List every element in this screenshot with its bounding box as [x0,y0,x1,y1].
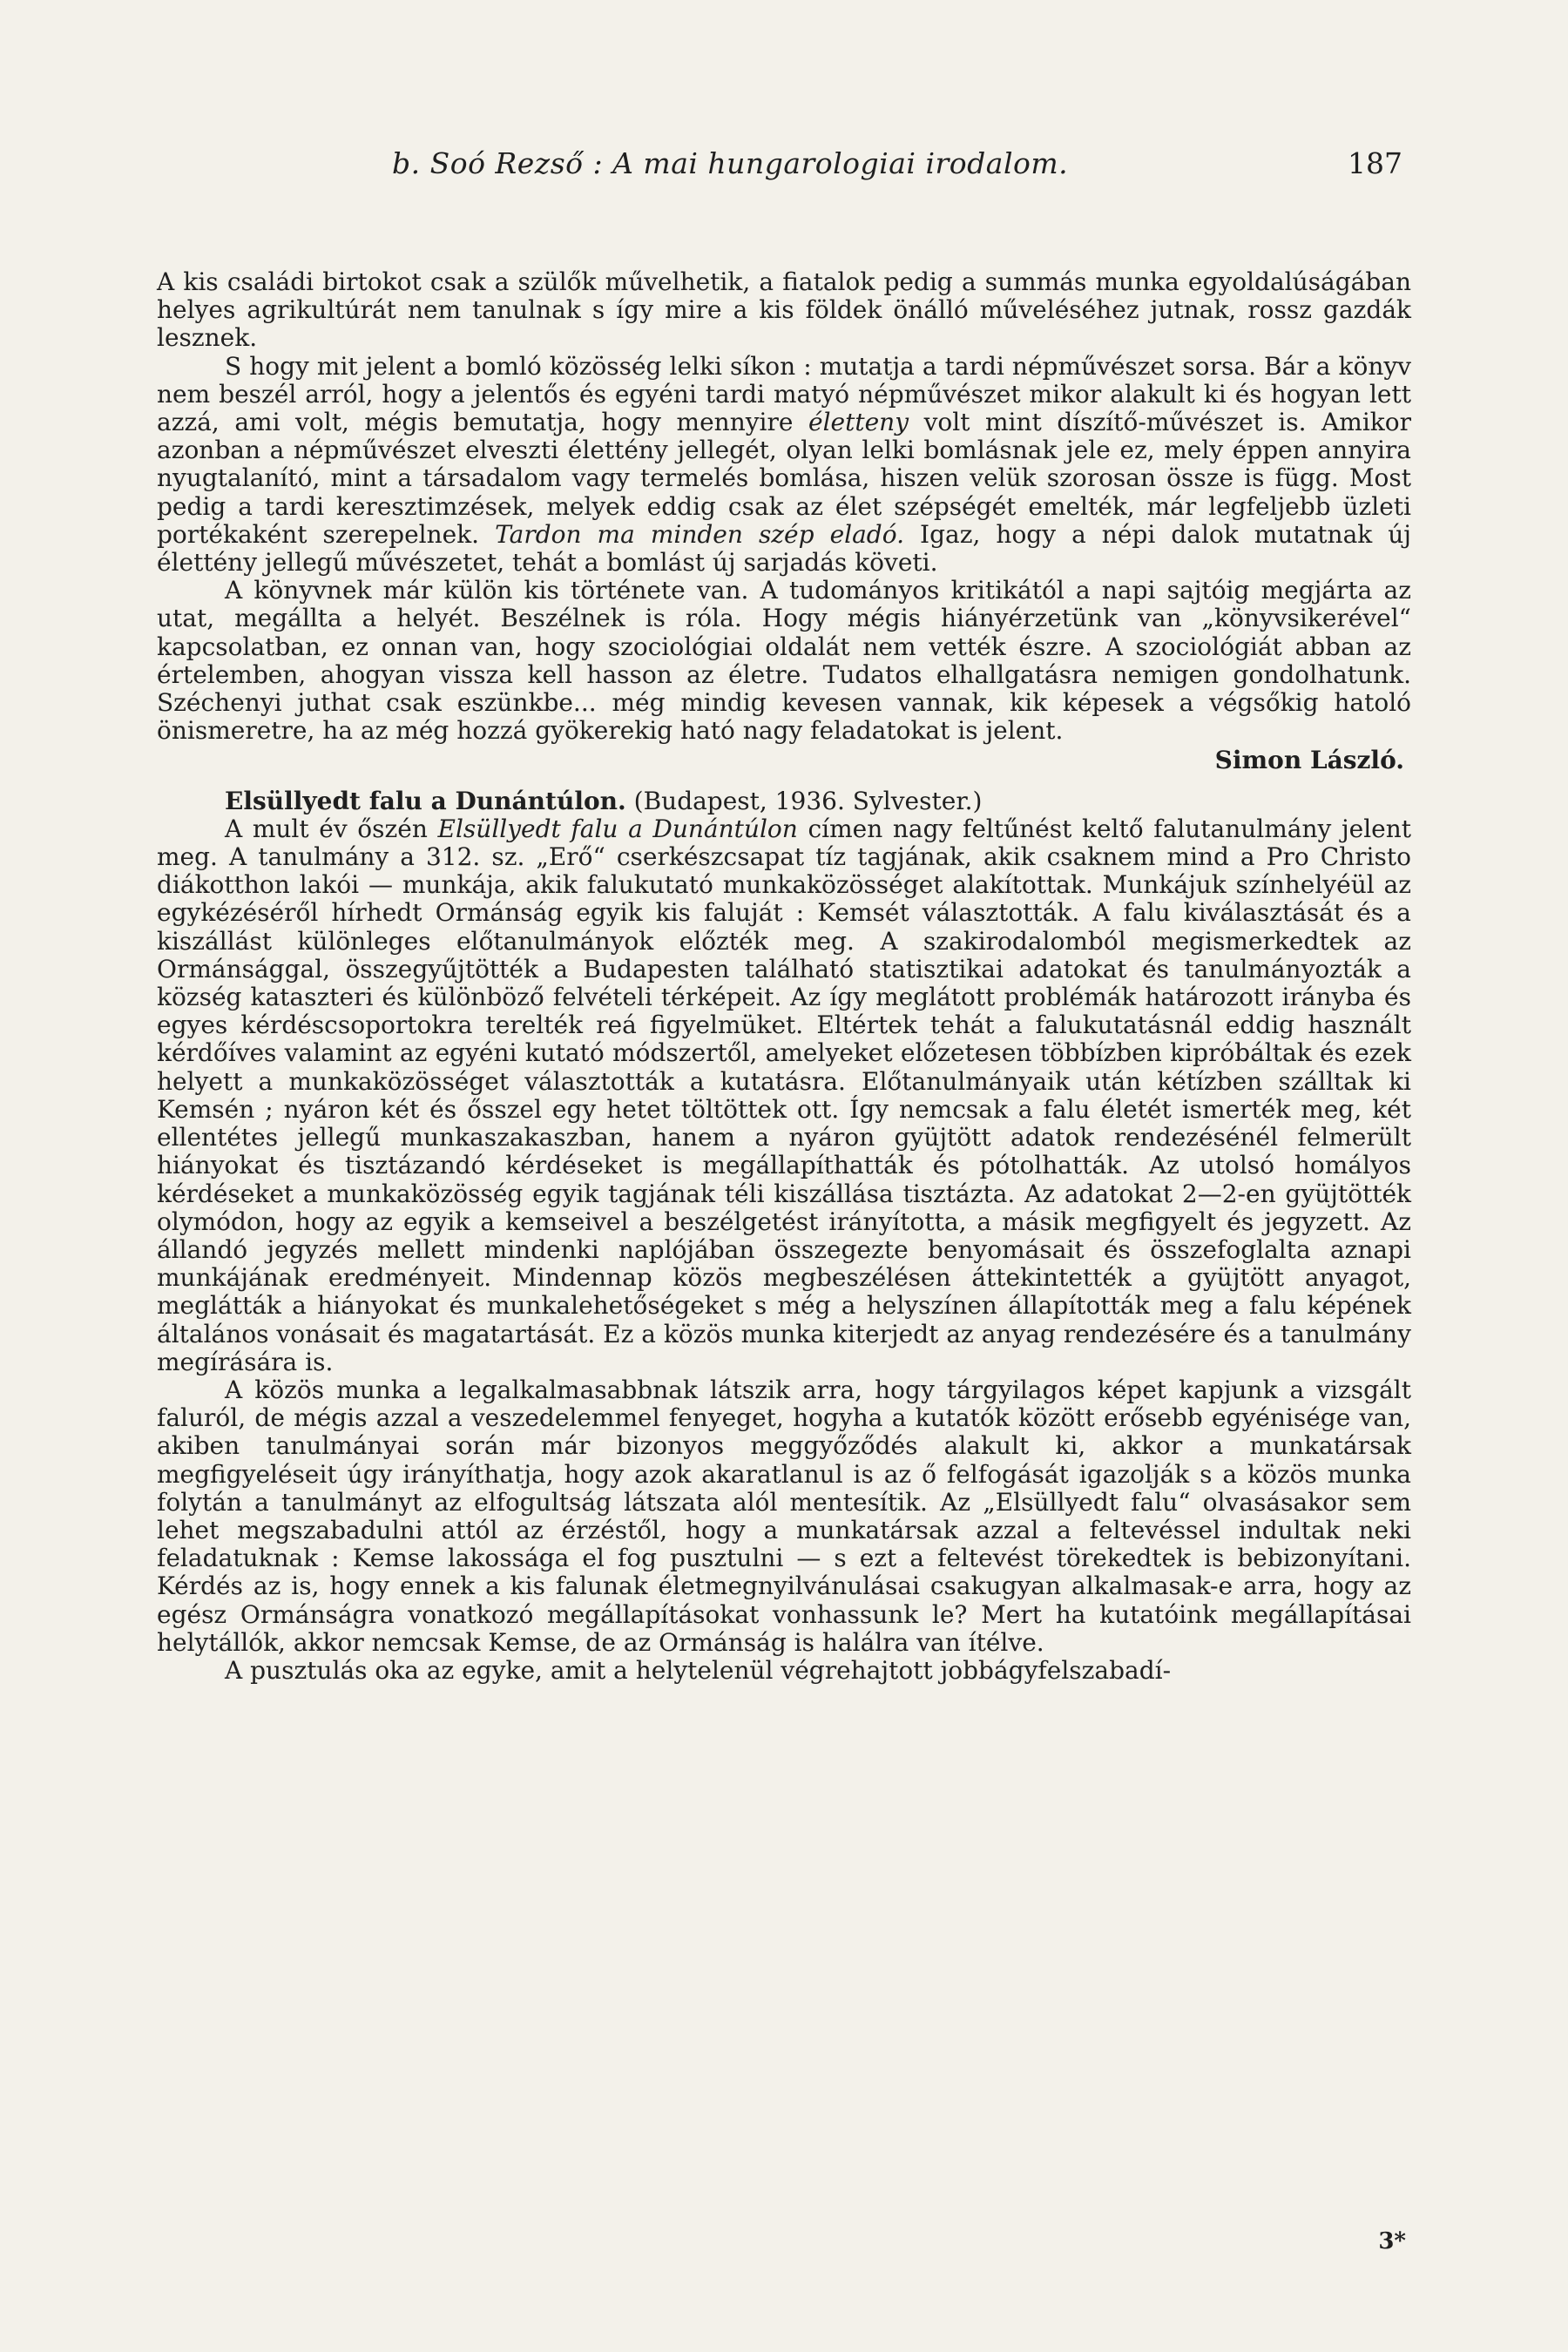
paragraph-1: A kis családi birtokot csak a szülők művelhetik, a fiatalok pedig a summás munka egyoldalúságában helyes agrikultúrát nem tanulnak s így mire a kis földek önálló műveléséhez jutnak, rossz gazdák lesznek. [157,267,1411,353]
paragraph-2-emphasis-2: Tardon ma minden szép eladó. [495,519,904,549]
running-head [157,146,1411,190]
review-title: Elsüllyedt falu a Dunántúlon. [225,786,626,815]
paragraph-2-text-b: volt mint díszítő-művészet is. Amikor azonban a népművészet elveszti élettény jellegét, olyan lelki bomlásnak jele ez, mely éppen annyira nyugtalanító, mint a társadalom vagy termelés bomlása, hiszen velük szorosan össze is függ. Most pedig a tardi keresztimzések, melyek eddig csak az élet szépségét emelték, már legfeljebb üzleti portékaként szerepelnek. [157,408,1411,549]
paragraph-2-text-c: Igaz, hogy a népi dalok mutatnak új élettény jellegű művészetet, tehát a bomlást új sarjadás követi. [157,519,1411,578]
page-number: 187 [1348,146,1402,180]
review-signature: Simon László. [1214,746,1404,775]
paragraph-2-text-a: S hogy mit jelent a bomló közösség lelki síkon : mutatja a tardi népművészet sorsa. Bár a könyv nem beszél arról, hogy a jelentős és egyéni tardi matyó népművészet mikor alakult ki és hogyan lett azzá, ami volt, mégis bemutatja, hogy mennyire [157,351,1411,437]
paragraph-6: A pusztulás oka az egyke, amit a helytelenül végrehajtott jobbágyfelszabadí- [225,1655,1172,1685]
body-text [157,268,1411,1685]
paragraph-4-emphasis: Elsüllyedt falu a Dunántúlon [437,814,798,843]
paragraph-2-emphasis-1: életteny [808,408,909,437]
paragraph-5: A közös munka a legalkalmasabbnak látszik arra, hogy tárgyilagos képet kapjunk a vizsgált faluról, de mégis azzal a veszedelemmel fenyeget, hogyha a kutatók között erősebb egyénisége van, akiben tanulmányai során már bizonyos meggyőződés alakult ki, akkor a munkatársak megfigyeléseit úgy irányíthatja, hogy azok akaratlanul is az ő felfogását igazolják s a közös munka folytán a tanulmányt az elfogultság látszata alól mentesítik. Az „Elsüllyedt falu“ olvasásakor sem lehet megszabadulni attól az érzéstől, hogy a munkatársak azzal a feltevéssel indultak neki feladatuknak : Kemse lakossága el fog pusztulni — s ezt a feltevést törekedtek is bebizonyítani. Kérdés az is, hogy ennek a kis falunak életmegnyilvánulásai csakugyan alkalmasak-e arra, hogy az egész Ormánságra vonatkozó megállapításokat vonhassunk le? Mert ha kutatóink megállapításai helytállók, akkor nemcsak Kemse, de az Ormánság is halálra van ítélve. [157,1375,1411,1657]
running-title: b. Soó Rezső : A mai hungarologiai irodalom. [392,146,1069,180]
paragraph-4-text-b: címen nagy feltűnést keltő falutanulmány jelent meg. A tanulmány a 312. sz. „Erő“ cserkészcsapat tíz tagjának, akik csaknem mind a Pro Christo diákotthon lakói — munkája, akik falukutató munkaközösséget alakítottak. Munkájuk színhelyéül az egykézéséről hírhedt Ormánság egyik kis faluját : Kemsét választották. A falu kiválasztását és a kiszállást különleges előtanulmányok előzték meg. A szakirodalomból megismerkedtek az Ormánsággal, összegyűjtötték a Budapesten található statisztikai adatokat és tanulmányozták a község kataszteri és különböző felvételi térképeit. Az így meglátott problémák határozott irányba és egyes kérdéscsoportokra terelték reá figyelmüket. Eltértek tehát a falukutatásnál eddig használt kérdőíves valamint az egyéni kutató módszertől, amelyeket előzetesen többízben kipróbáltak és ezek helyett a munkaközösséget választották a kutatásra. Előtanulmányaik után kétízben szálltak ki Kemsén ; nyáron két és ősszel egy hetet töltöttek ott. Így nemcsak a falu életét ismerték meg, két ellentétes jellegű munkaszakaszban, hanem a nyáron gyüjtött adatok rendezésénél felmerült hiányokat és tisztázandó kérdéseket is megállapíthatták és pótolhatták. Az utolsó homályos kérdéseket a munkaközösség egyik tagjának téli kiszállása tisztázta. Az adatokat 2—2-en gyüjtötték olymódon, hogy az egyik a kemseivel a beszélgetést irányította, a másik megfigyelt és jegyzett. Az állandó jegyzés mellett mindenki naplójában összegezte benyomásait és összefoglalta aznapi munkájának eredményeit. Mindennap közös megbeszélésen áttekintették a gyüjtött anyagot, meglátták a hiányokat és munkalehetőségeket s még a helyszínen állapították meg a falu képének általános vonásait és magatartását. Ez a közös munka kiterjedt az anyag rendezésére és a tanulmány megírására is. [157,814,1412,1376]
paragraph-4-text-a: A mult év őszén [225,814,428,843]
paragraph-3: A könyvnek már külön kis története van. A tudományos kritikától a napi sajtóig megjárta az utat, megállta a helyét. Beszélnek is róla. Hogy mégis hiányérzetünk van „könyvsikerével“ kapcsolatban, ez onnan van, hogy szociológiai oldalát nem vették észre. A szociológiát abban az értelemben, ahogyan vissza kell hasson az életre. Tudatos elhallgatásra nemigen gondolhatunk. Széchenyi juthat csak eszünkbe... még mindig kevesen vannak, kik képesek a végsőkig hatoló önismeretre, ha az még hozzá gyökerekig ható nagy feladatokat is jelent. [157,576,1411,746]
review-publication: (Budapest, 1936. Sylvester.) [633,786,983,815]
paragraph-4 [157,815,1411,1376]
review-heading [157,787,1411,815]
paragraph-2 [157,353,1411,578]
printer-signature-mark: 3* [1378,2228,1406,2254]
